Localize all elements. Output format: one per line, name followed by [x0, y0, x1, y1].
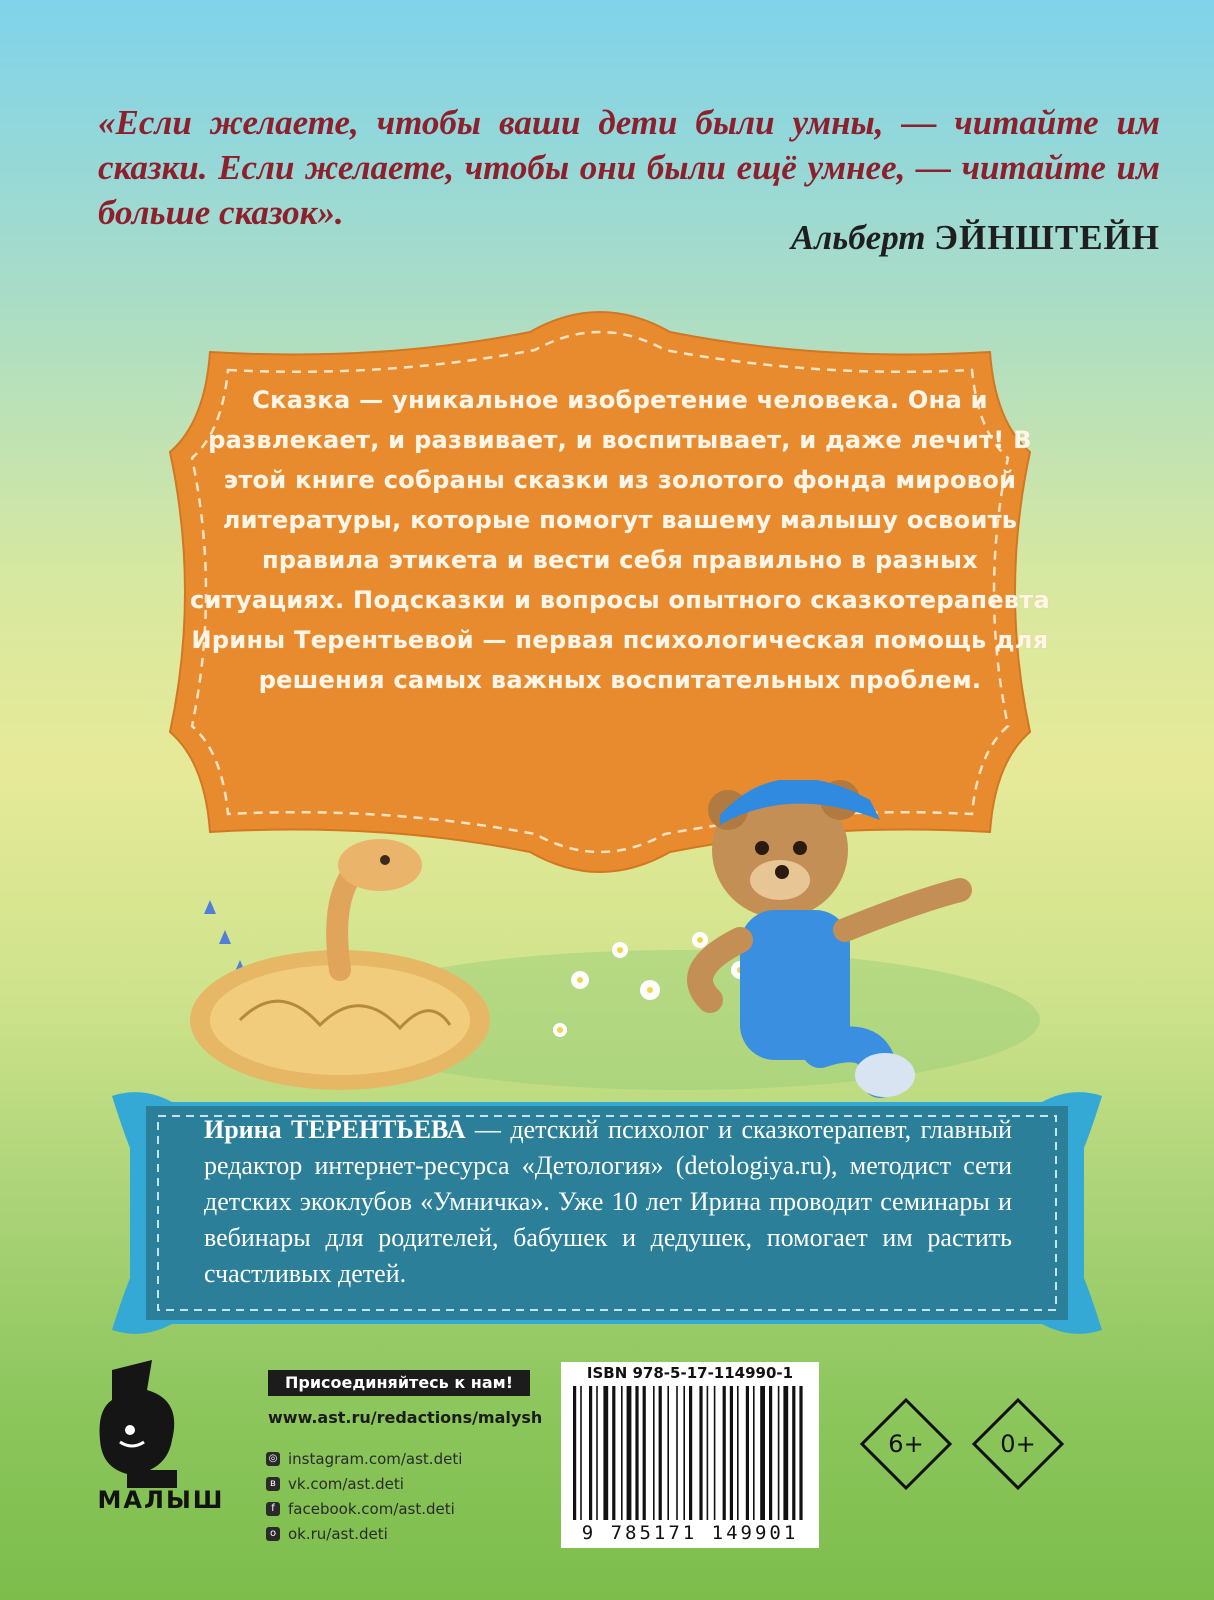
- barcode-bar: [596, 1386, 598, 1520]
- social-link-vk[interactable]: в vk.com/ast.deti: [266, 1471, 462, 1496]
- social-link-ok[interactable]: о ok.ru/ast.deti: [266, 1521, 462, 1546]
- join-us-banner: Присоединяйтесь к нам!: [268, 1370, 530, 1396]
- facebook-icon: f: [266, 1502, 280, 1516]
- barcode-bar: [627, 1386, 632, 1520]
- barcode-bar: [676, 1386, 678, 1520]
- barcode-bar: [730, 1386, 733, 1520]
- age-rating-badge-0: 0+: [970, 1396, 1066, 1492]
- barcode-bar: [667, 1386, 669, 1520]
- book-description: Сказка — уникальное изобретение человека. Она и развлекает, и развивает, и воспитывает, и даже лечит! В этой книге собраны сказки из золотого фонда мировой литературы, которые помогут вашему малышу освоить правила этикета и вести себя правильно в разных ситуациях. Подсказки и вопросы опытного сказкотерапевта Ирины Терентьевой — первая психологическая помощь для решения самых важных воспитательных проблем.: [190, 386, 1051, 694]
- vk-icon: в: [266, 1477, 280, 1491]
- barcode-bar: [643, 1386, 646, 1520]
- barcode-bar: [689, 1386, 692, 1520]
- publisher-site-link[interactable]: www.ast.ru/redactions/malysh: [268, 1408, 543, 1427]
- barcode-bar: [659, 1386, 662, 1520]
- barcode-bar: [653, 1386, 655, 1520]
- social-links: [266, 1446, 462, 1546]
- barcode-bar: [612, 1386, 615, 1520]
- barcode-bar: [783, 1386, 788, 1520]
- quote-author: [791, 218, 1160, 258]
- barcode-bars: [573, 1386, 807, 1520]
- barcode-bar: [753, 1386, 755, 1520]
- barcode-bar: [769, 1386, 772, 1520]
- social-link-facebook[interactable]: f facebook.com/ast.deti: [266, 1496, 462, 1521]
- barcode-bar: [799, 1386, 802, 1520]
- barcode-bar: [699, 1386, 702, 1520]
- barcode-bar: [580, 1386, 582, 1520]
- isbn-number: ISBN 978-5-17-114990-1: [586, 1364, 794, 1382]
- barcode-bar: [792, 1386, 795, 1520]
- barcode-bar: [573, 1386, 576, 1520]
- ok-icon: о: [266, 1527, 280, 1541]
- quote-author-surname: ЭЙНШТЕЙН: [934, 218, 1160, 257]
- barcode-bar: [723, 1386, 726, 1520]
- barcode-bar: [760, 1386, 765, 1520]
- barcode-bar: [778, 1386, 780, 1520]
- barcode-bar: [746, 1386, 749, 1520]
- age-rating-badge-6: 6+: [858, 1396, 954, 1492]
- barcode-bar: [635, 1386, 638, 1520]
- barcode-bar: [589, 1386, 592, 1520]
- author-name: Ирина ТЕРЕНТЬЕВА: [204, 1115, 466, 1144]
- barcode-bar: [621, 1386, 623, 1520]
- barcode-digits: 9 785171 149901: [581, 1522, 799, 1544]
- social-link-instagram[interactable]: ◎ instagram.com/ast.deti: [266, 1446, 462, 1471]
- illustration-bear-and-tortoise: [180, 780, 1080, 1110]
- instagram-icon: ◎: [266, 1452, 280, 1466]
- barcode-bar: [737, 1386, 739, 1520]
- author-bio-text: — детский психолог и сказкотерапевт, главный редактор интернет-ресурса «Детология» (detologiya.ru), методист сети детских экоклубов «Умничка». Уже 10 лет Ирина проводит семинары и вебинары для родителей, бабушек и дедушек, помогает им растить счастливых детей.: [204, 1115, 1012, 1288]
- author-bio: [204, 1112, 1012, 1292]
- epigraph-quote: «Если желаете, чтобы ваши дети были умны, — читайте им сказки. Если желаете, чтобы они были ещё умнее, — читайте им больше сказок».: [98, 103, 1160, 232]
- publisher-logo: [72, 1360, 242, 1560]
- barcode-bar: [707, 1386, 709, 1520]
- publisher-logo-label: МАЛЫШ: [97, 1486, 225, 1514]
- barcode-bar: [683, 1386, 685, 1520]
- isbn-barcode: [561, 1362, 819, 1548]
- barcode-bar: [714, 1386, 716, 1520]
- quote-author-first-name: Альберт: [790, 218, 926, 257]
- barcode-bar: [603, 1386, 608, 1520]
